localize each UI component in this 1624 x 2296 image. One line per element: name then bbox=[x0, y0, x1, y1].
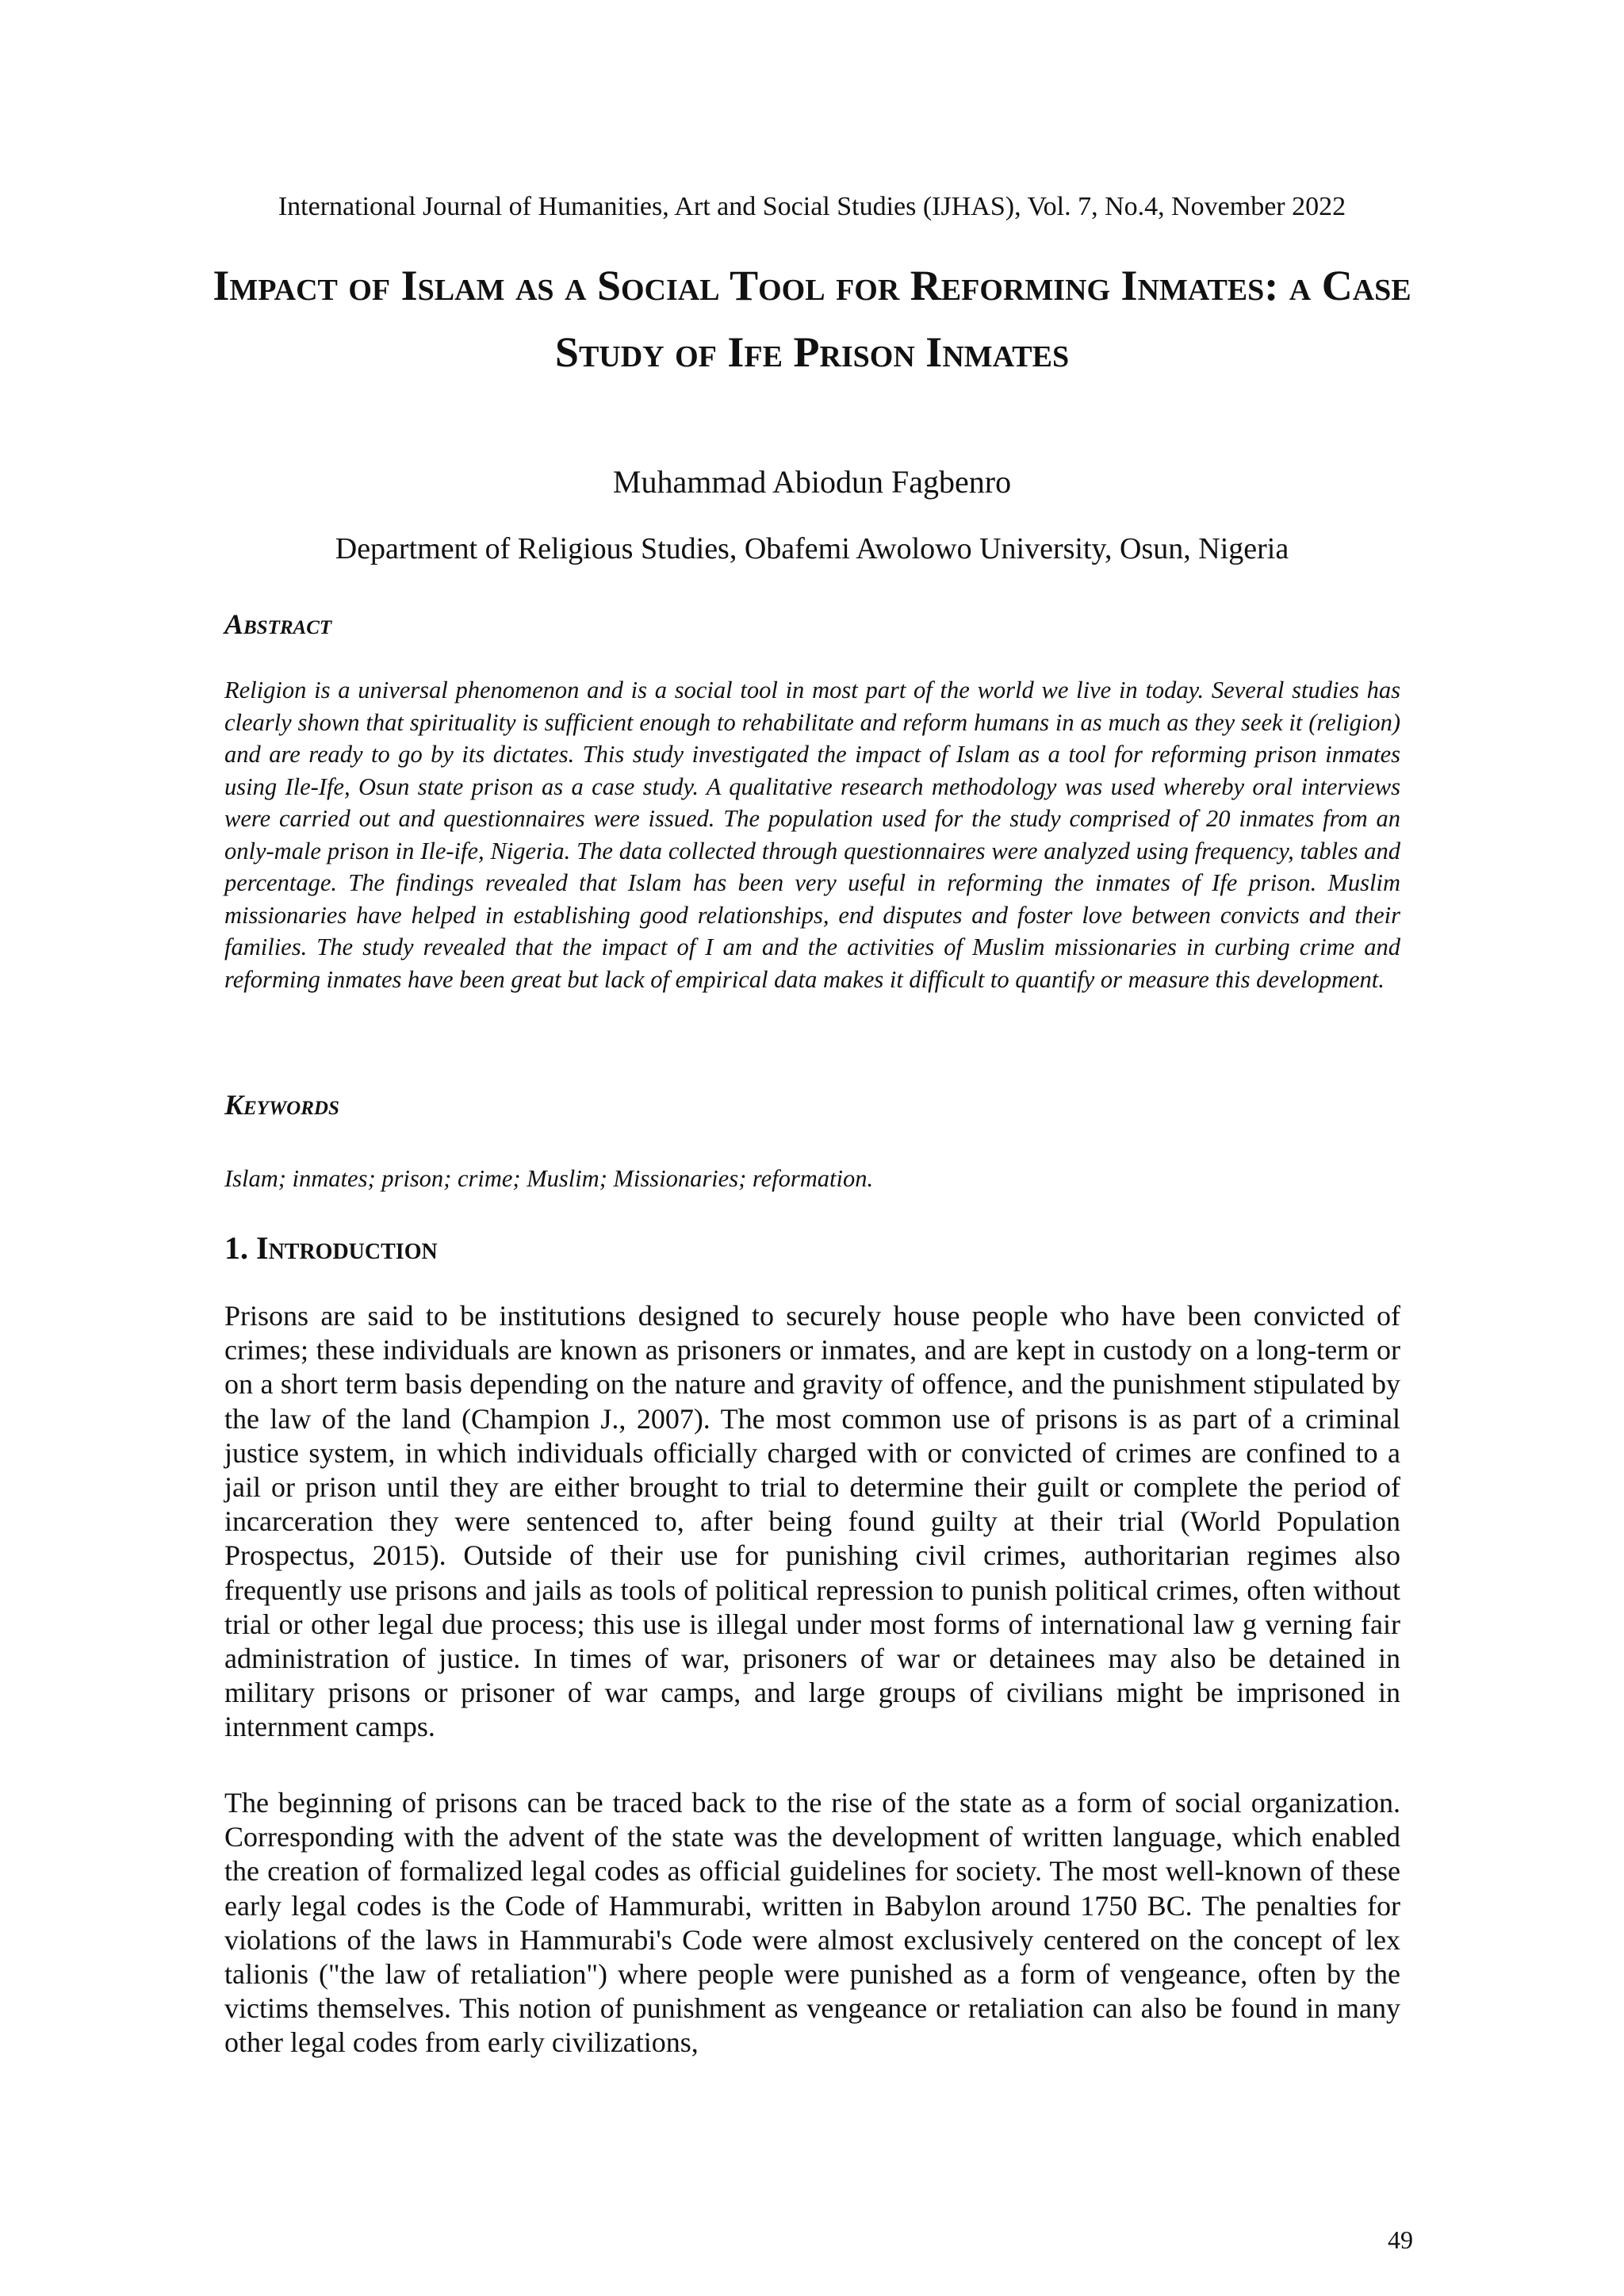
body-paragraph: Prisons are said to be institutions designed to securely house people who have been convicted of crimes; these individuals are known as prisoners or inmates, and are kept in custody on a long-term or on a short term basis depending on the nature and gravity of offence, and the punishment stipulated by the law of the land (Champion J., 2007). The most common use of prisons is as part of a criminal justice system, in which individuals officially charged with or convicted of crimes are confined to a jail or prison until they are either brought to trial to determine their guilt or complete the period of incarceration they were sentenced to, after being found guilty at their trial (World Population Prospectus, 2015). Outside of their use for punishing civil crimes, authoritarian regimes also frequently use prisons and jails as tools of political repression to punish political crimes, often without trial or other legal due process; this use is illegal under most forms of international law g verning fair administration of justice. In times of war, prisoners of war or detainees may also be detained in military prisons or prisoner of war camps, and large groups of civilians might be imprisoned in internment camps. bbox=[224, 1300, 1400, 1743]
page-number: 49 bbox=[1388, 2225, 1413, 2254]
running-header: International Journal of Humanities, Art and Social Studies (IJHAS), Vol. 7, No.4, November 2022 bbox=[278, 192, 1346, 221]
paper-title: Impact of Islam as a Social Tool for Reforming Inmates: a Case Study of Ife Prison Inmates bbox=[213, 262, 1411, 376]
body-paragraph: The beginning of prisons can be traced back to the rise of the state as a form of social organization. Corresponding with the advent of the state was the development of written language, which enabled the creation of formalized legal codes as official guidelines for society. The most well-known of these early legal codes is the Code of Hammurabi, written in Babylon around 1750 BC. The penalties for violations of the laws in Hammurabi's Code were almost exclusively centered on the concept of lex talionis ("the law of retaliation") where people were punished as a form of vengeance, often by the victims themselves. This notion of punishment as vengeance or retaliation can also be found in many other legal codes from early civilizations, bbox=[224, 1787, 1400, 2059]
section-heading-introduction: 1. Introduction bbox=[224, 1230, 438, 1266]
keywords-text: Islam; inmates; prison; crime; Muslim; Missionaries; reformation. bbox=[224, 1165, 874, 1192]
author-name: Muhammad Abiodun Fagbenro bbox=[612, 464, 1012, 500]
abstract-text: Religion is a universal phenomenon and is a social tool in most part of the world we live in today. Several studies has clearly shown that spirituality is sufficient enough to rehabilitate and reform humans in as much as they seek it (religion) and are ready to go by its dictates. This study investigated the impact of Islam as a tool for reforming prison inmates using Ile-Ife, Osun state prison as a case study. A qualitative research methodology was used whereby oral interviews were carried out and questionnaires were issued. The population used for the study comprised of 20 inmates from an only-male prison in Ile-ife, Nigeria. The data collected through questionnaires were analyzed using frequency, tables and percentage. The findings revealed that Islam has been very useful in reforming the inmates of Ife prison. Muslim missionaries have helped in establishing good relationships, end disputes and foster love between convicts and their families. The study revealed that the impact of I am and the activities of Muslim missionaries in curbing crime and reforming inmates have been great but lack of empirical data makes it difficult to quantify or measure this development. bbox=[224, 677, 1400, 993]
abstract-heading: Abstract bbox=[224, 608, 332, 640]
keywords-heading: Keywords bbox=[224, 1089, 339, 1121]
author-affiliation: Department of Religious Studies, Obafemi Awolowo University, Osun, Nigeria bbox=[335, 532, 1289, 565]
